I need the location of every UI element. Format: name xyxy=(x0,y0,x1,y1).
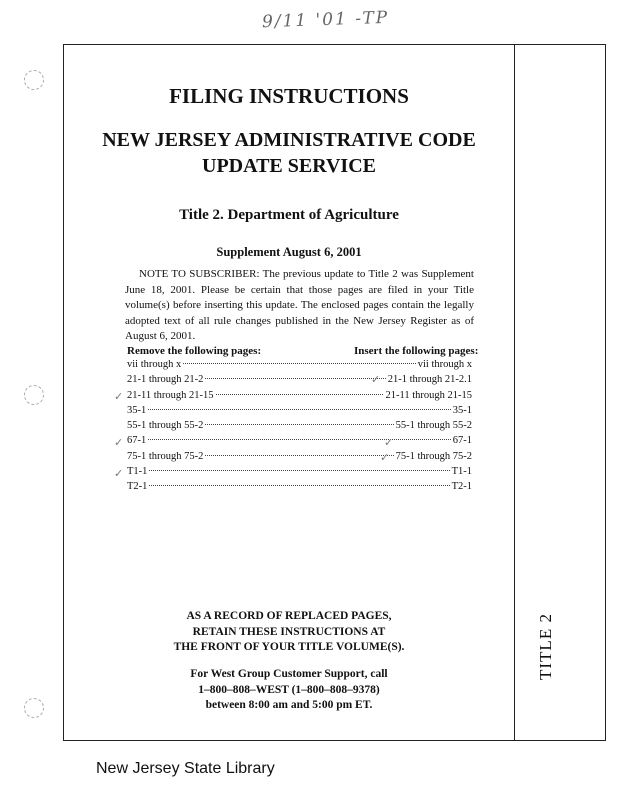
remove-pages-header: Remove the following pages: xyxy=(127,345,262,357)
insert-pages: vii through x xyxy=(417,359,472,370)
filing-instructions-title: FILING INSTRUCTIONS xyxy=(169,84,409,108)
insert-pages-header: Insert the following pages: xyxy=(354,345,479,357)
leader-dots xyxy=(216,394,384,395)
insert-pages: 75-1 through 75-2 xyxy=(395,450,472,462)
record-instructions xyxy=(63,609,515,656)
library-stamp: New Jersey State Library xyxy=(96,760,275,777)
checkmark-icon: ✓ xyxy=(114,468,124,480)
code-title-line2: UPDATE SERVICE xyxy=(202,155,376,177)
insert-pages: 67-1 xyxy=(452,435,472,447)
insert-pages: T1-1 xyxy=(451,466,472,478)
insert-pages: 21-1 through 21-2.1 xyxy=(387,374,472,386)
pages-list xyxy=(127,359,472,497)
pages-row xyxy=(127,374,472,389)
leader-dots xyxy=(205,378,385,379)
supplement-date: Supplement August 6, 2001 xyxy=(216,245,362,259)
subscriber-note: NOTE TO SUBSCRIBER: The previous update to Title 2 was Supplement June 18, 2001. Please be certain that those pages are filed in your Title volume(s) before inserting this update. The enclosed pages contain the legally adopted text of all rule changes published in the New Jersey Register as of August 6, 2001. xyxy=(125,268,474,342)
checkmark-icon: ✓ xyxy=(384,437,394,449)
insert-pages: 55-1 through 55-2 xyxy=(395,420,472,432)
leader-dots xyxy=(149,485,449,486)
record-line3: THE FRONT OF YOUR TITLE VOLUME(S). xyxy=(173,641,405,653)
leader-dots xyxy=(148,439,451,440)
insert-pages: T2-1 xyxy=(451,481,472,493)
leader-dots xyxy=(205,455,393,456)
leader-dots xyxy=(183,363,416,364)
record-line2: RETAIN THESE INSTRUCTIONS AT xyxy=(192,625,386,638)
checkmark-icon: ✓ xyxy=(114,391,124,403)
pages-row xyxy=(127,359,472,374)
insert-pages: 35-1 xyxy=(452,404,472,416)
pages-row xyxy=(127,420,472,435)
pages-row xyxy=(127,466,472,481)
pages-row xyxy=(127,435,472,450)
support-hours: between 8:00 am and 5:00 pm ET. xyxy=(205,699,373,711)
customer-support xyxy=(63,667,515,714)
checkmark-icon: ✓ xyxy=(371,374,381,386)
punch-hole-middle xyxy=(24,385,44,405)
remove-pages: 35-1 xyxy=(127,404,147,416)
record-line1: AS A RECORD OF REPLACED PAGES, xyxy=(186,610,392,622)
remove-pages: 21-11 through 21-15 xyxy=(127,389,214,401)
code-title-line1: NEW JERSEY ADMINISTRATIVE CODE xyxy=(102,129,476,151)
leader-dots xyxy=(205,424,393,425)
pages-row xyxy=(127,390,472,405)
pages-row xyxy=(127,451,472,466)
pages-row xyxy=(127,481,472,496)
support-phone: 1–800–808–WEST (1–800–808–9378) xyxy=(198,683,380,696)
handwritten-annotation: 9/11 '01 -TP xyxy=(261,7,390,33)
insert-pages: 21-11 through 21-15 xyxy=(385,389,472,401)
punch-hole-top xyxy=(24,70,44,90)
pages-row xyxy=(127,405,472,420)
checkmark-icon: ✓ xyxy=(380,452,390,464)
remove-pages: vii through x xyxy=(127,359,182,370)
leader-dots xyxy=(148,409,451,410)
remove-pages: 21-1 through 21-2 xyxy=(127,374,204,386)
remove-pages: T2-1 xyxy=(127,481,148,493)
remove-pages: 67-1 xyxy=(127,435,147,447)
leader-dots xyxy=(149,470,449,471)
support-line1: For West Group Customer Support, call xyxy=(190,668,388,680)
remove-pages: 55-1 through 55-2 xyxy=(127,420,204,432)
remove-pages: 75-1 through 75-2 xyxy=(127,450,204,462)
department-title: Title 2. Department of Agriculture xyxy=(179,207,399,223)
code-title xyxy=(63,127,515,179)
checkmark-icon: ✓ xyxy=(114,437,124,449)
title-tab-label: TITLE 2 xyxy=(536,613,555,680)
punch-hole-bottom xyxy=(24,698,44,718)
remove-pages: T1-1 xyxy=(127,466,148,478)
